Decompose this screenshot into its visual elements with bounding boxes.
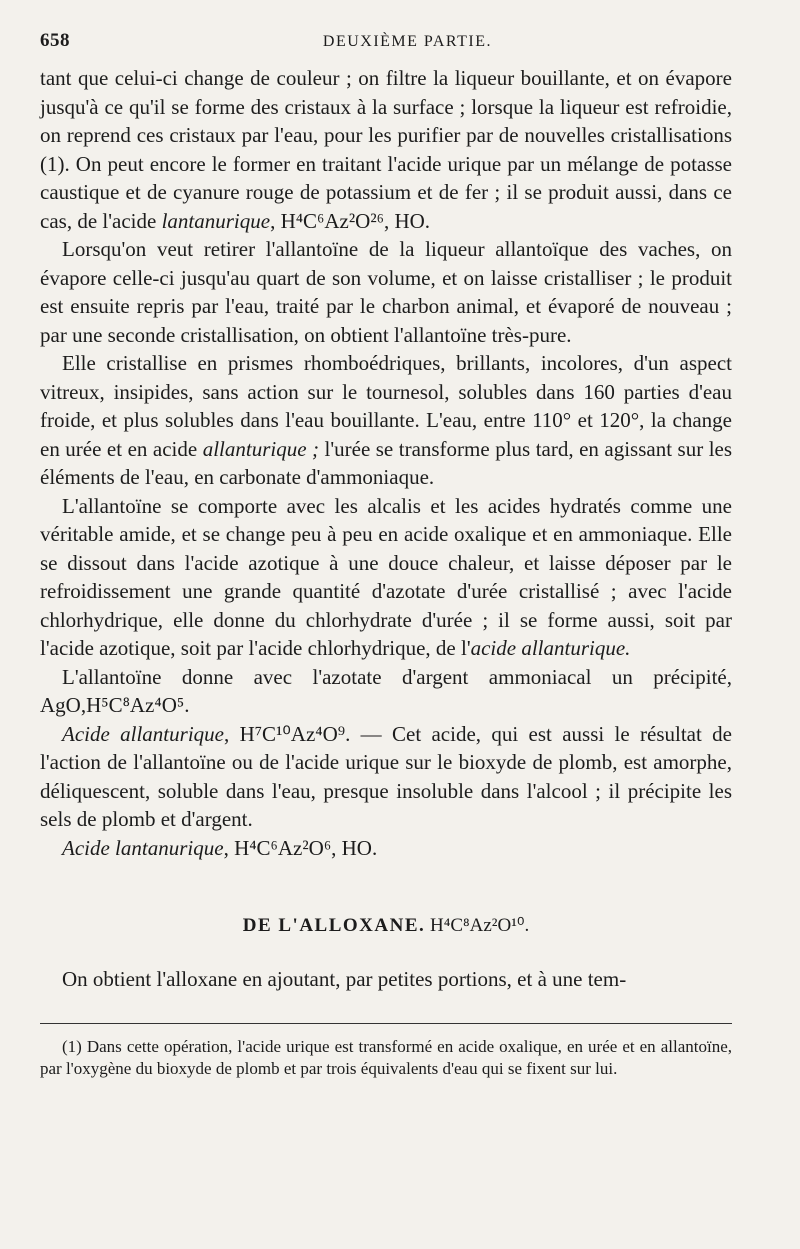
paragraph-7 <box>40 834 732 863</box>
paragraph-2: Lorsqu'on veut retirer l'allantoïne de la liqueur allantoïque des vaches, on évapore celle-ci jusqu'au quart de son volume, et on laisse cristalliser ; le produit est ensuite repris par l'eau, traité par le charbon animal, et évaporé de nouveau ; par une seconde cristallisation, on obtient l'allantoïne très-pure. <box>40 237 732 347</box>
running-head <box>40 30 732 64</box>
section-heading <box>40 912 732 941</box>
paragraph-1-text: tant que celui-ci change de couleur ; on filtre la liqueur bouillante, et on évapore jusqu'à ce qu'il se forme des cristaux à la surface ; lorsque la liqueur est refroidie, on reprend ces cristaux par l'eau, pour les purifier par de nouvelles cristallisations (1). On peut encore le former en traitant l'acide urique par un mélange de potasse caustique et de cyanure rouge de potassium et de fer ; il se produit aussi, dans ce cas, de l'acide <box>40 66 732 233</box>
paragraph-1 <box>40 64 732 235</box>
paragraph-6 <box>40 720 732 834</box>
paragraph-8: On obtient l'alloxane en ajoutant, par petites portions, et à une tem- <box>62 966 627 991</box>
footnote-rule <box>40 1023 732 1024</box>
paragraph-6-italic: Acide allanturique <box>62 721 224 746</box>
paragraph-6-text: , H⁷C¹⁰Az⁴O⁹. — Cet acide, qui est aussi le résultat de l'action de l'allantoïne ou de l'acide urique sur le bioxyde de plomb, est amorphe, déliquescent, soluble dans l'eau, presque insoluble dans l'alcool ; il précipite les sels de plomb et d'argent. <box>40 721 732 831</box>
paragraph-4 <box>40 492 732 663</box>
paragraph-7-italic: Acide lantanurique <box>62 835 224 860</box>
body-text <box>40 64 732 993</box>
paragraph-4-italic: acide allanturique. <box>470 636 631 660</box>
paragraph-1-italic: lantanurique <box>161 208 271 233</box>
paragraph-3-text-a: Elle cristallise en prismes rhomboédriques, brillants, incolores, d'un aspect vitreux, insipides, sans action sur le tournesol, solubles dans 160 parties d'eau froide, et plus solubles dans l'eau bouillante. L'eau, entre 110° et 120°, la change en urée et en acide <box>40 351 732 461</box>
section-heading-title: DE L'ALLOXANE. <box>242 915 426 936</box>
page-number: 658 <box>40 30 70 51</box>
paragraph-3 <box>40 349 732 492</box>
paragraph-1-formula: , H⁴C⁶Az²O²⁶, HO. <box>270 208 431 233</box>
running-title: DEUXIÈME PARTIE. <box>322 33 492 50</box>
paragraph-3-text-b: l'urée se transforme plus tard, en agissant sur les éléments de l'eau, en carbonate d'ammoniaque. <box>40 436 733 489</box>
section-heading-formula: H⁴C⁸Az²O¹⁰. <box>430 915 530 936</box>
footnote: (1) Dans cette opération, l'acide urique est transformé en acide oxalique, en urée et en allantoïne, par l'oxygène du bioxyde de plomb et par trois équivalents d'eau qui se fixent sur lui. <box>40 1037 732 1078</box>
paragraph-5: L'allantoïne donne avec l'azotate d'argent ammoniacal un précipité, AgO,H⁵C⁸Az⁴O⁵. <box>40 664 732 717</box>
paragraph-7-text: , H⁴C⁶Az²O⁶, HO. <box>223 835 378 860</box>
paragraph-4-text: L'allantoïne se comporte avec les alcalis et les acides hydratés comme une véritable amide, et se change peu à peu en acide oxalique et en ammoniaque. Elle se dissout dans l'acide azotique à une douce chaleur, et laisse déposer par le refroidissement une grande quantité d'azotate d'urée cristallisé ; avec l'acide chlorhydrique, elle donne du chlorhydrate d'urée ; il se forme aussi, soit par l'acide azotique, soit par l'acide chlorhydrique, de l' <box>40 493 732 660</box>
paragraph-3-italic: allanturique ; <box>202 436 320 461</box>
